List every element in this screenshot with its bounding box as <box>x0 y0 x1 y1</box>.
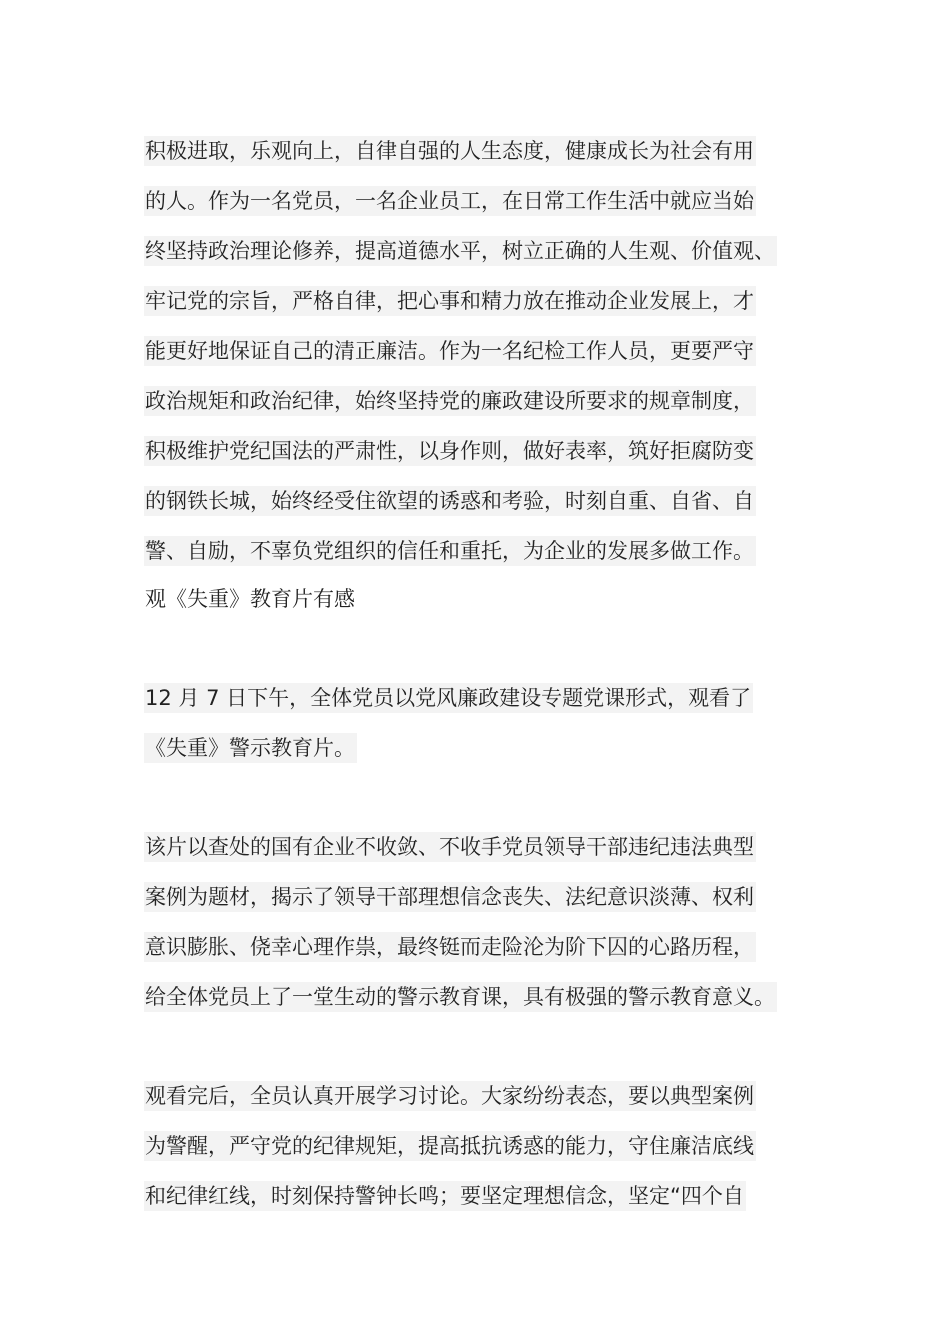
text-line: 《失重》警示教育片。 <box>144 723 844 773</box>
paragraph-4 <box>144 1071 844 1221</box>
section-heading <box>144 574 844 624</box>
text-line: 意识膨胀、侥幸心理作祟，最终铤而走险沦为阶下囚的心路历程， <box>144 922 844 972</box>
paragraph-1 <box>144 126 844 576</box>
text-line: 该片以查处的国有企业不收敛、不收手党员领导干部违纪违法典型 <box>144 822 844 872</box>
text-line: 能更好地保证自己的清正廉洁。作为一名纪检工作人员，更要严守 <box>144 326 844 376</box>
text-line: 警、自励，不辜负党组织的信任和重托，为企业的发展多做工作。 <box>144 526 844 576</box>
text-line: 和纪律红线，时刻保持警钟长鸣；要坚定理想信念，坚定“四个自 <box>144 1171 844 1221</box>
text-line: 案例为题材，揭示了领导干部理想信念丧失、法纪意识淡薄、权利 <box>144 872 844 922</box>
text-line: 积极进取，乐观向上，自律自强的人生态度，健康成长为社会有用 <box>144 126 844 176</box>
text-line: 的人。作为一名党员，一名企业员工，在日常工作生活中就应当始 <box>144 176 844 226</box>
text-line: 观看完后，全员认真开展学习讨论。大家纷纷表态，要以典型案例 <box>144 1071 844 1121</box>
text-line: 的钢铁长城，始终经受住欲望的诱惑和考验，时刻自重、自省、自 <box>144 476 844 526</box>
text-line: 为警醒，严守党的纪律规矩，提高抵抗诱惑的能力，守住廉洁底线 <box>144 1121 844 1171</box>
text-line: 终坚持政治理论修养，提高道德水平，树立正确的人生观、价值观、 <box>144 226 844 276</box>
paragraph-3 <box>144 822 844 1022</box>
text-line: 牢记党的宗旨，严格自律，把心事和精力放在推动企业发展上，才 <box>144 276 844 326</box>
paragraph-2 <box>144 673 844 773</box>
text-line: 给全体党员上了一堂生动的警示教育课，具有极强的警示教育意义。 <box>144 972 844 1022</box>
heading-line: 观《失重》教育片有感 <box>145 587 355 611</box>
text-line: 积极维护党纪国法的严肃性，以身作则，做好表率，筑好拒腐防变 <box>144 426 844 476</box>
text-line: 政治规矩和政治纪律，始终坚持党的廉政建设所要求的规章制度， <box>144 376 844 426</box>
text-line: 12 月 7 日下午，全体党员以党风廉政建设专题党课形式，观看了 <box>144 673 844 723</box>
